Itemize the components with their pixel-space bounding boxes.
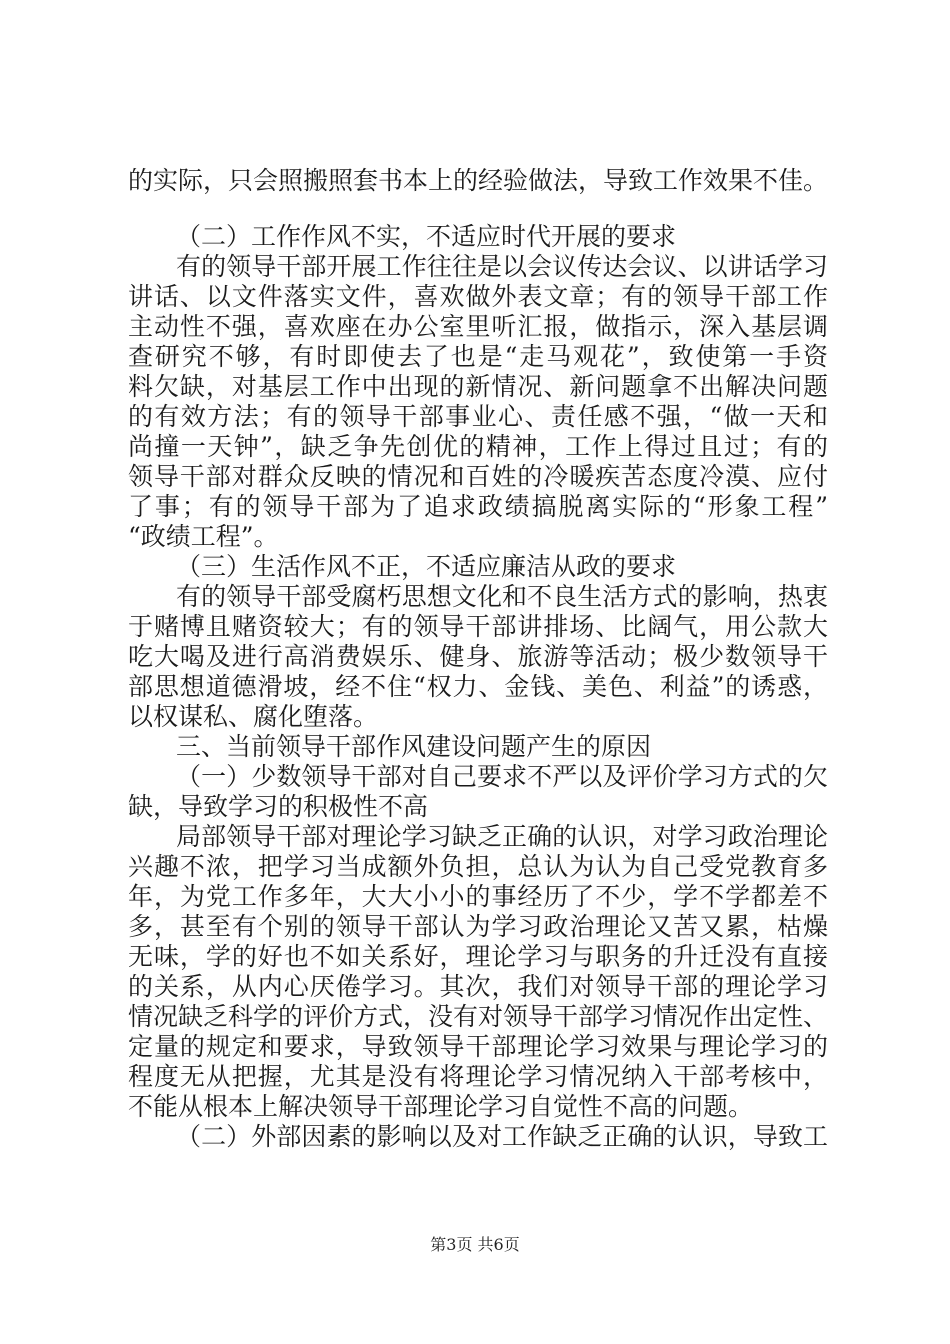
text-line: 了事；有的领导干部为了追求政绩搞脱离实际的“形象工程”: [128, 492, 828, 521]
text-line: 料欠缺，对基层工作中出现的新情况、新问题拿不出解决问题: [128, 372, 828, 401]
document-body: [128, 166, 828, 1152]
text-line: 多，甚至有个别的领导干部认为学习政治理论又苦又累，枯燥: [128, 912, 828, 941]
text-line: 有的领导干部受腐朽思想文化和不良生活方式的影响，热衷: [176, 582, 828, 611]
page-number: 第3页 共6页: [430, 1235, 520, 1254]
section-heading: 缺，导致学习的积极性不高: [128, 792, 429, 821]
text-line: 的有效方法；有的领导干部事业心、责任感不强，“做一天和: [128, 402, 828, 431]
text-line: 吃大喝及进行高消费娱乐、健身、旅游等活动；极少数领导干: [128, 642, 828, 671]
paragraph-gap: [128, 196, 828, 222]
text-line: “政绩工程”。: [128, 522, 279, 551]
text-line: 情况缺乏科学的评价方式，没有对领导干部学习情况作出定性、: [128, 1002, 829, 1031]
text-line: 年，为党工作多年，大大小小的事经历了不少，学不学都差不: [128, 882, 828, 911]
text-line: 领导干部对群众反映的情况和百姓的冷暖疾苦态度冷漠、应付: [128, 462, 828, 491]
text-line: 于赌博且赌资较大；有的领导干部讲排场、比阔气，用公款大: [128, 612, 828, 641]
text-line: 不能从根本上解决领导干部理论学习自觉性不高的问题。: [128, 1092, 754, 1121]
section-heading: （二）工作作风不实，不适应时代开展的要求: [176, 222, 677, 251]
text-line: 查研究不够，有时即使去了也是“走马观花”，致使第一手资: [128, 342, 828, 371]
text-line: 讲话、以文件落实文件，喜欢做外表文章；有的领导干部工作: [128, 282, 828, 311]
section-heading: （二）外部因素的影响以及对工作缺乏正确的认识，导致工: [176, 1122, 828, 1151]
section-heading: （三）生活作风不正，不适应廉洁从政的要求: [176, 552, 677, 581]
chapter-heading: 三、当前领导干部作风建设问题产生的原因: [176, 732, 652, 761]
text-line: 局部领导干部对理论学习缺乏正确的认识，对学习政治理论: [176, 822, 828, 851]
text-line: 程度无从把握，尤其是没有将理论学习情况纳入干部考核中，: [128, 1062, 828, 1091]
text-line: 主动性不强，喜欢座在办公室里听汇报，做指示，深入基层调: [128, 312, 828, 341]
text-line: 部思想道德滑坡，经不住“权力、金钱、美色、利益”的诱惑，: [128, 672, 828, 701]
text-line: 兴趣不浓，把学习当成额外负担，总认为认为自己受党教育多: [128, 852, 828, 881]
text-line: 的关系，从内心厌倦学习。其次，我们对领导干部的理论学习: [128, 972, 828, 1001]
text-line: 以权谋私、腐化堕落。: [128, 702, 379, 731]
text-line: 的实际，只会照搬照套书本上的经验做法，导致工作效果不佳。: [128, 166, 829, 195]
text-line: 无味，学的好也不如关系好，理论学习与职务的升迁没有直接: [128, 942, 828, 971]
section-heading: （一）少数领导干部对自己要求不严以及评价学习方式的欠: [176, 762, 828, 791]
text-line: 定量的规定和要求，导致领导干部理论学习效果与理论学习的: [128, 1032, 828, 1061]
text-line: 有的领导干部开展工作往往是以会议传达会议、以讲话学习: [176, 252, 828, 281]
text-line: 尚撞一天钟”，缺乏争先创优的精神，工作上得过且过；有的: [128, 432, 828, 461]
